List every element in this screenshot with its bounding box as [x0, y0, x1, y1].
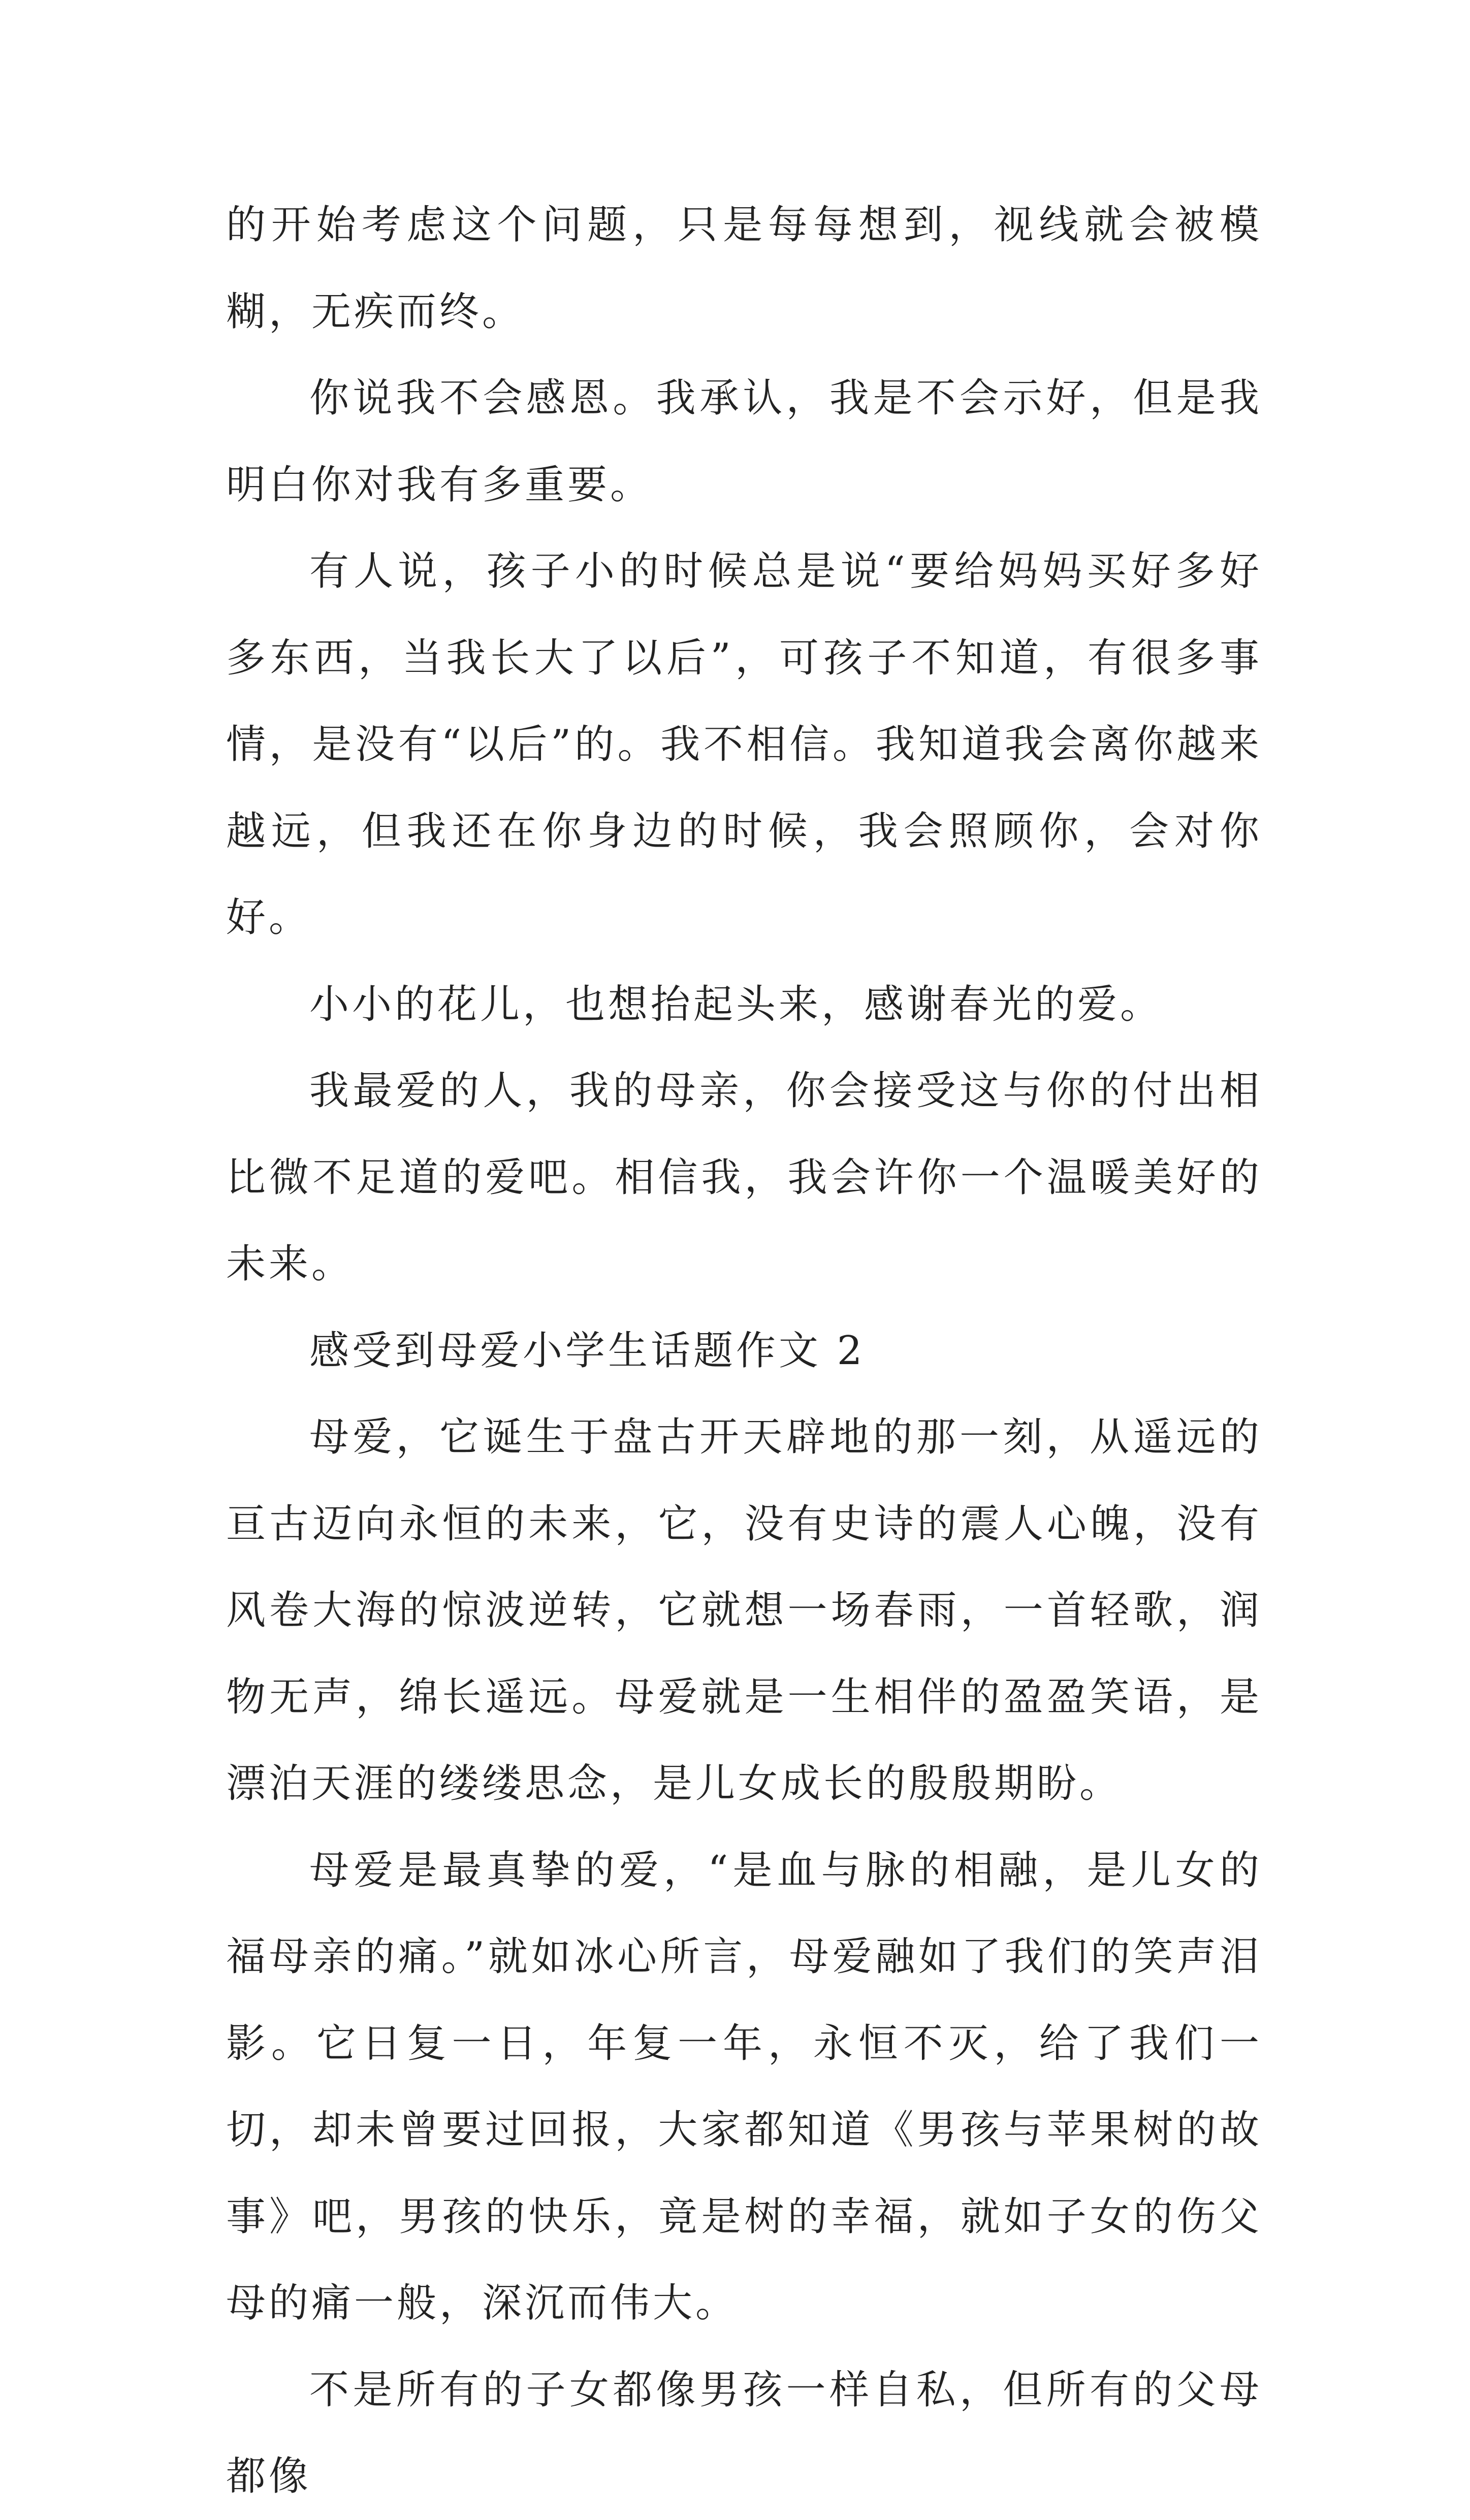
- paragraph-3: 有人说，孩子小的时候总是说“要给妈妈买好多好多东西，当我长大了以后”，可孩子不知道，有很多事情，是没有“以后”的。我不相信。我知道我会离你越来越远，但我还在你身边的时候，我会照顾你，会对你好。: [226, 548, 1262, 941]
- paragraph-1: 的开始考虑这个问题，只是每每想到，视线就会被模糊，无疾而终。: [226, 202, 1262, 335]
- paragraph-2: 你说我不会感恩。我承认，我是不会示好，但是我明白你对我有多重要。: [226, 375, 1262, 508]
- document-body: [226, 182, 1262, 2520]
- paragraph-4: 小小的花儿，也想抬起头来，感谢春光的爱。: [309, 981, 1163, 1027]
- section-heading: 感受到母爱小学生话题作文 2: [309, 1328, 866, 1374]
- paragraph-8: 母爱是最真挚的爱，“是血与脉的相融，是儿女的福母亲的痛。”就如冰心所言，母爱融如了我们的笑声泪影。它日复一日，年复一年，永恒不灭，给了我们一切，却未曾要过回报，大家都知道《男孩与苹果树的故事》吧，男孩的快乐，竟是树的幸福，就如子女的伤父母的痛一般，深沉而伟大。: [226, 1847, 1262, 2326]
- paragraph-7: 母爱，它诞生于盘古开天辟地的那一刻，从遥远的亘古迈向永恒的未来，它，没有史诗的震人心魄，没有风卷大海的惊波逆转，它就想一场春雨，一首轻歌，润物无声，绵长遥远。母爱就是一生相伴的盈盈笑语，是漂泊天涯的缕缕思念，是儿女成长的殷殷期盼。: [226, 1414, 1262, 1806]
- paragraph-5: 我最爱的人，我的母亲，你会接受这与你的付出相比微不足道的爱吧。相信我，我会许你一个温暖美好的未来。: [226, 1068, 1262, 1287]
- paragraph-9: 不是所有的子女都像男孩一样自私，但所有的父母都像: [226, 2367, 1262, 2499]
